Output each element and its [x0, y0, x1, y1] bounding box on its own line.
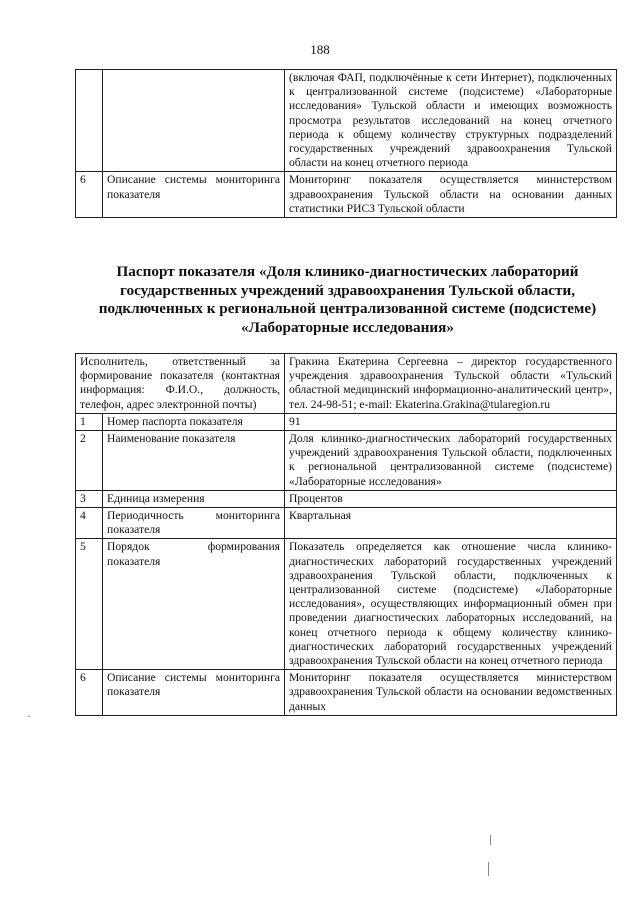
row-value: Мониторинг показателя осуществляется министерством здравоохранения Тульской области на основании ведомственных данных	[285, 670, 617, 716]
row-number: 3	[76, 490, 103, 507]
table-row	[76, 70, 617, 172]
passport-table	[75, 353, 617, 716]
table-row	[76, 431, 617, 491]
executor-label: Исполнитель, ответственный за формирование показателя (контактная информация: Ф.И.О., должность, телефон, адрес электронной почты)	[76, 354, 285, 414]
table-row	[76, 508, 617, 539]
passport-title: Паспорт показателя «Доля клинико-диагностических лабораторий государственных учреждений здравоохранения Тульской области, подключенных к региональной централизованной системе (подсистеме) «Лабораторные исследования»	[98, 263, 597, 336]
row-value: 91	[285, 413, 617, 430]
row-label: Номер паспорта показателя	[103, 413, 285, 430]
table-row	[76, 490, 617, 507]
row-value: Показатель определяется как отношение числа клинико-диагностических лабораторий государственных учреждений здравоохранения Тульской области, подключенных к централизованной системе (подсистеме) «Лабораторные исследования», осуществляющих информационный обмен при проведении диагностических лабораторных исследований, на конец отчетного периода к общему количеству клинико-диагностических лабораторий государственных учреждений здравоохранения Тульской области на конец отчетного периода	[285, 539, 617, 670]
row-number: 6	[76, 172, 103, 218]
row-number: 1	[76, 413, 103, 430]
row-value: Мониторинг показателя осуществляется министерством здравоохранения Тульской области на основании данных статистики РИСЗ Тульской области	[285, 172, 617, 218]
scan-speck	[28, 716, 30, 717]
row-label: Описание системы мониторинга показателя	[103, 670, 285, 716]
scan-speck	[490, 835, 491, 845]
row-number	[76, 70, 103, 172]
row-number: 5	[76, 539, 103, 670]
table-row	[76, 354, 617, 414]
table-row	[76, 413, 617, 430]
executor-value: Гракина Екатерина Сергеевна – директор государственного учреждения здравоохранения Тульской области «Тульский областной медицинский информационно-аналитический центр», тел. 24-98-51; e-mail: Ekaterina.Grakina@tularegion.ru	[285, 354, 617, 414]
row-value: Квартальная	[285, 508, 617, 539]
row-value: Процентов	[285, 490, 617, 507]
row-label: Наименование показателя	[103, 431, 285, 491]
row-value: Доля клинико-диагностических лабораторий государственных учреждений здравоохранения Тульской области, подключенных к региональной централизованной системе (подсистеме) «Лабораторные исследования»	[285, 431, 617, 491]
row-number: 2	[76, 431, 103, 491]
page-number: 188	[310, 42, 330, 57]
table-row	[76, 172, 617, 218]
row-label: Описание системы мониторинга показателя	[103, 172, 285, 218]
table-row	[76, 539, 617, 670]
row-number: 4	[76, 508, 103, 539]
row-label: Порядок формирования показателя	[103, 539, 285, 670]
row-label: Единица измерения	[103, 490, 285, 507]
table-row	[76, 670, 617, 716]
table-continuation	[75, 69, 617, 218]
scan-speck	[488, 862, 489, 876]
row-value: (включая ФАП, подключённые к сети Интернет), подключенных к централизованной системе (подсистеме) «Лабораторные исследования» Тульской области и имеющих возможность просмотра результатов исследований на конец отчетного периода к общему количеству структурных подразделений государственных учреждений здравоохранения Тульской области на конец отчетного периода	[285, 70, 617, 172]
row-label	[103, 70, 285, 172]
row-label: Периодичность мониторинга показателя	[103, 508, 285, 539]
row-number: 6	[76, 670, 103, 716]
